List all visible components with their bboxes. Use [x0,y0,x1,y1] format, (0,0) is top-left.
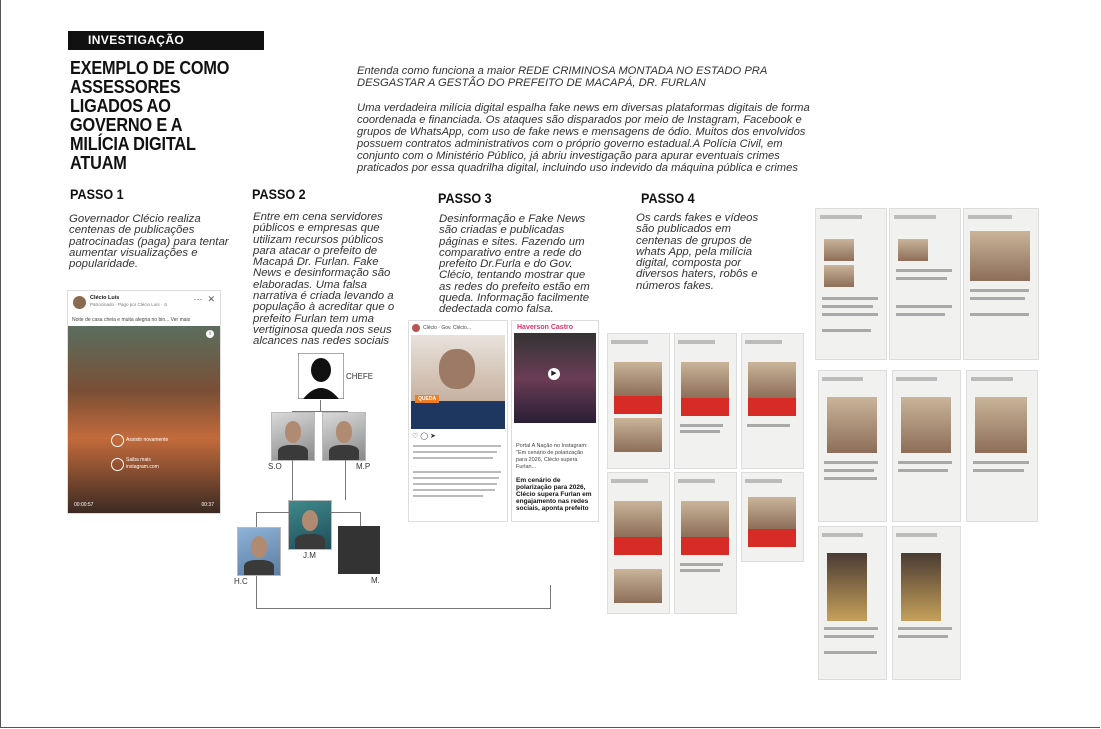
post-image [411,335,505,429]
replay-label: Assistir novamente [126,437,169,443]
insta-right-caption: Portal A Nação no Instagram: "Em cenário de polarização para 2026, Clécio supera Furlan... [516,443,588,470]
whatsapp-screenshot [889,208,961,360]
photo-so [271,412,315,461]
step-1-title: PASSO 1 [70,186,124,202]
photo-hc [237,527,281,576]
whatsapp-screenshot [674,333,737,469]
more-close-icon: ··· ✕ [193,294,215,304]
learn-more-domain: instagram.com [126,464,159,470]
jm-label: J.M [303,551,316,560]
link-icon [111,458,124,471]
whatsapp-screenshot [815,208,887,360]
post-caption: Noite de casa cheia e muita alegria no bin... Ver mais [72,317,191,323]
connector-line [550,585,551,609]
replay-icon [111,434,124,447]
m-label: M. [371,576,380,585]
intro-text [357,65,812,187]
whatsapp-screenshot [674,472,737,614]
connector-line [330,512,360,513]
whatsapp-screenshot [818,370,887,522]
insta-right-headline: Em cenário de polarização para 2026, Clécio supera Furlan em engajamento nas redes sociais, aponta prefeito [516,477,592,512]
info-icon: i [206,330,214,338]
post-author: Clécio Luís [90,295,120,301]
intro-lead: Entenda como funciona a maior REDE CRIMINOSA MONTADA NO ESTADO PRA DESGASTAR A GESTÃO DO PREFEITO DE MACAPÁ, DR. FURLAN [357,65,767,89]
instagram-post-left [408,320,508,522]
so-label: S.O [268,462,282,471]
step-4-title: PASSO 4 [641,190,695,206]
intro-body: Uma verdadeira milícia digital espalha fake news em diversas plataformas digitais de forma coordenada e financiada. Os ataques são disparados por meio de Instagram, Facebook e grupos de WhatsApp, com uso de fake news e mensagens de ódio. Muitos dos envolvidos possuem contratos administrativos com o próprio governo estadual.A Polícia Civil, em conjunto com o Ministério Público, já abriu investigação para apurar eventuais crimes praticados por essa quadrilha digital, incluindo uso indevido da máquina pública e crimes [357,102,810,174]
connector-line [292,460,293,500]
post-action-icons: ♡ ◯ ➤ [412,433,436,440]
instagram-post-right [511,320,599,522]
insta-left-account: Clécio · Gov. Clécio... [423,325,471,331]
headline: EXEMPLO DE COMO ASSESSORES LIGADOS AO GOVERNO E A MILÍCIA DIGITAL ATUAM [70,57,230,173]
whatsapp-screenshot [607,333,670,469]
chefe-label: CHEFE [346,372,374,381]
hidden-photo-m [338,526,380,574]
play-icon: ▶ [548,368,560,380]
whatsapp-screenshot [963,208,1039,360]
step-2-title: PASSO 2 [252,186,306,202]
connector-line [345,460,346,500]
step-3-title: PASSO 3 [438,190,492,206]
whatsapp-screenshot [741,333,804,469]
insta-right-account: Haverson Castro [517,324,574,331]
step-3-text: Desinformação e Fake News são criadas e publicadas páginas e sites. Fazendo um comparativo entre a rede do prefeito Dr.Furla e do Gov. Clécio, tentando mostrar que as redes do prefeito estão em queda. Informação facilmente dedectada como falsa. [439,213,590,316]
post-sponsored-label: Patrocinado · Pago por Clécio Luís · ⊙ [90,302,168,307]
avatar [412,324,420,332]
connector-line [360,512,361,526]
step-1-text: Governador Clécio realiza centenas de publicações patrocinadas (paga) para tentar aumentar visualizações e popularidade. [69,213,229,271]
avatar [73,296,86,309]
section-tag: INVESTIGAÇÃO [68,31,264,50]
connector-line [256,512,290,513]
whatsapp-screenshot [892,526,961,680]
step-4-text: Os cards fakes e vídeos são publicados em centenas de grupos de whats App, pela milícia digital, composta por diversos haters, robôs e números fakes. [636,212,759,292]
video-time-total: 00:37 [201,502,214,508]
photo-mp [322,412,366,461]
whatsapp-screenshot [741,472,804,562]
photo-jm [288,500,332,550]
facebook-post-screenshot [67,290,221,514]
hc-label: H.C [234,577,248,586]
mp-label: M.P [356,462,371,471]
video-thumbnail [68,326,220,513]
video-time-elapsed: 00:00:57 [74,502,94,508]
learn-more-label: Saiba mais [126,457,151,463]
post-image [514,333,596,423]
whatsapp-screenshot [607,472,670,614]
step-2-text: Entre em cena servidores públicos e empresas que utilizam recursos públicos para atacar o prefeito de Macapá Dr. Furlan. Fake News e desinformação são elaboradas. Uma falsa narrativa é criada levando a população à acreditar que o prefeito Furlan tem uma vertiginosa queda nos seus alcances nas redes sociais [253,211,395,348]
whatsapp-screenshot [966,370,1038,522]
connector-line [256,608,551,609]
whatsapp-screenshot [818,526,887,680]
anonymous-person-icon [298,353,344,399]
whatsapp-screenshot [892,370,961,522]
queda-badge: QUEDA [415,395,439,403]
